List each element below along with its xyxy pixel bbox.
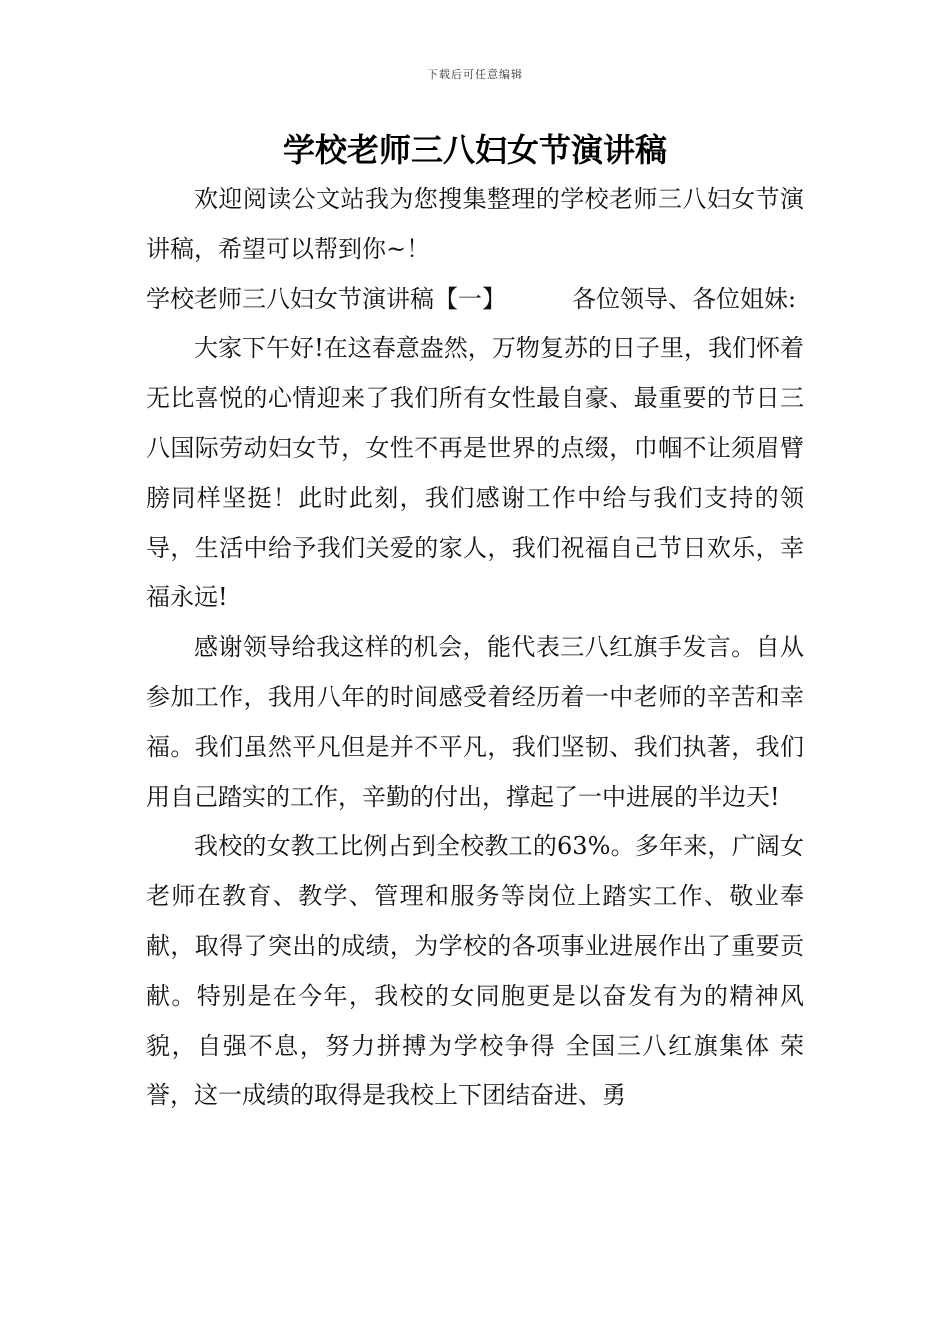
body-paragraph-3: 我校的女教工比例占到全校教工的63%。多年来，广阔女老师在教育、教学、管理和服务等岗位上踏实工作、敬业奉献，取得了突出的成绩，为学校的各项事业进展作出了重要贡献。特别是在今年，我校的女同胞更是以奋发有为的精神风貌，自强不息，努力拼搏为学校争得 全国三八红旗集体 荣誉，这一成绩的取得是我校上下团结奋进、勇 [146,832,804,1110]
body-paragraph-1: 大家下午好!在这春意盎然，万物复苏的日子里，我们怀着无比喜悦的心情迎来了我们所有女性最自豪、最重要的节日三八国际劳动妇女节，女性不再是世界的点缀，巾帼不让须眉臂膀同样坚挺！此时此刻，我们感谢工作中给与我们支持的领导，生活中给予我们关爱的家人，我们祝福自己节日欢乐，幸福永远! [146,334,804,612]
intro-paragraph: 欢迎阅读公文站我为您搜集整理的学校老师三八妇女节演讲稿，希望可以帮到你~！ [146,185,804,263]
page-header-note: 下载后可任意编辑 [427,68,523,81]
body-paragraph-2: 感谢领导给我这样的机会，能代表三八红旗手发言。自从参加工作，我用八年的时间感受着经历着一中老师的辛苦和幸福。我们虽然平凡但是并不平凡，我们坚韧、我们执著，我们用自己踏实的工作，辛勤的付出，撑起了一中进展的半边天! [146,633,804,811]
greeting: 各位领导、各位姐妹: [572,284,797,313]
document-body [146,175,804,1121]
document-title: 学校老师三八妇女节演讲稿 [282,131,667,169]
section-heading-line [146,275,804,325]
section-heading: 学校老师三八妇女节演讲稿【一】 [146,284,506,313]
